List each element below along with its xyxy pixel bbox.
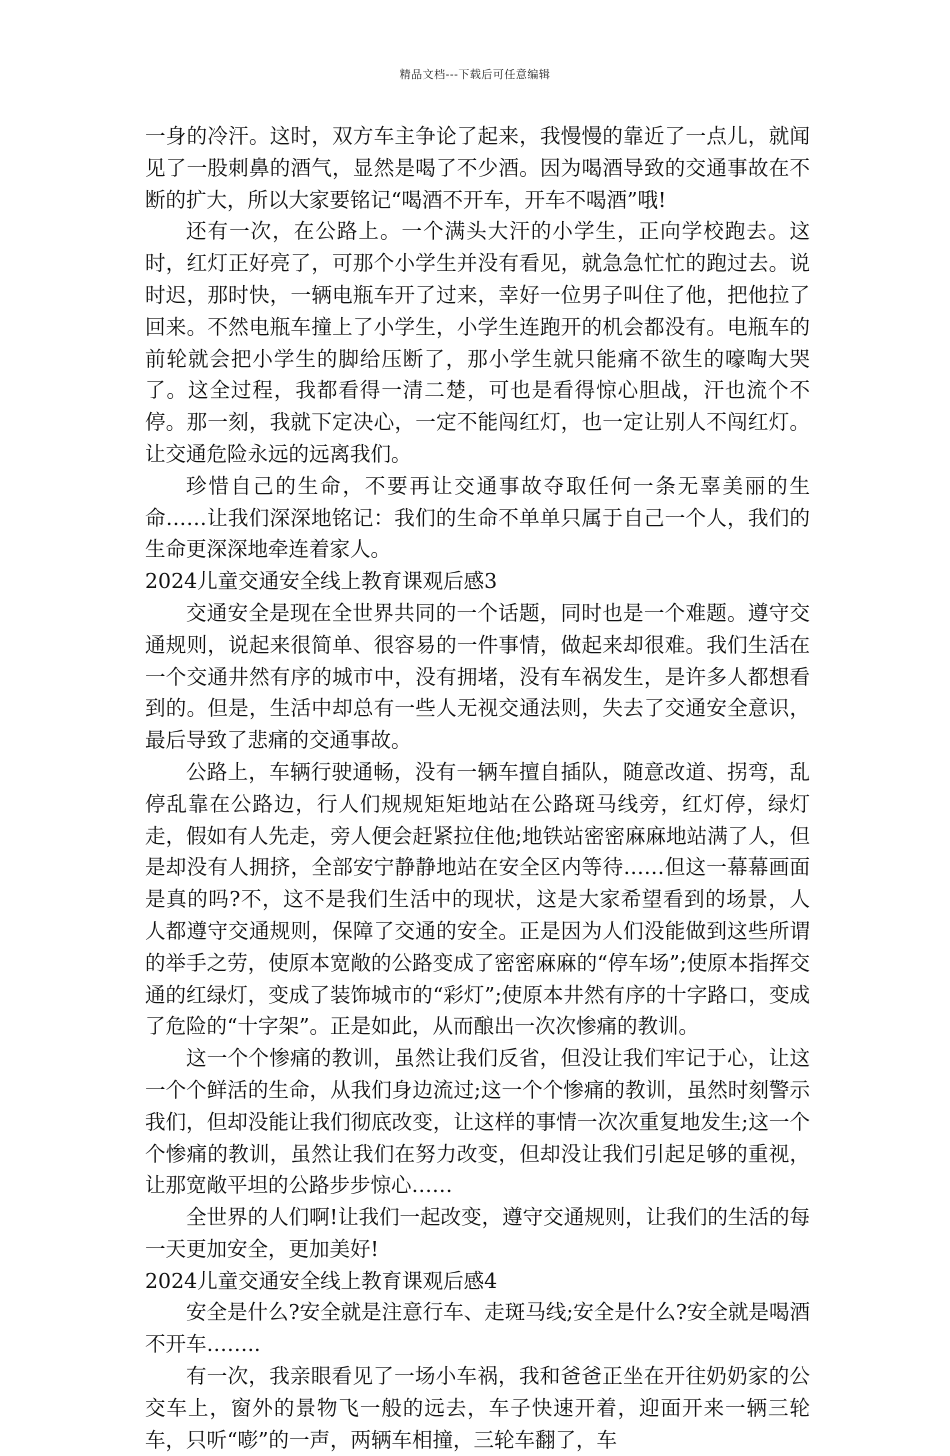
paragraph: 还有一次，在公路上。一个满头大汗的小学生，正向学校跑去。这时，红灯正好亮了，可那个小学生并没有看见，就急急忙忙的跑过去。说时迟，那时快，一辆电瓶车开了过来，幸好一位男子叫住了他，把他拉了回来。不然电瓶车撞上了小学生，小学生连跑开的机会都没有。电瓶车的前轮就会把小学生的脚给压断了，那小学生就只能痛不欲生的嚎啕大哭了。这全过程，我都看得一清二楚，可也是看得惊心胆战，汗也流个不停。那一刻，我就下定决心，一定不能闯红灯，也一定让别人不闯红灯。让交通危险永远的远离我们。 [145,219,810,466]
section-heading: 2024儿童交通安全线上教育课观后感4 [145,1268,498,1293]
paragraph: 有一次，我亲眼看见了一场小车祸，我和爸爸正坐在开往奶奶家的公交车上，窗外的景物飞一般的远去，车子快速开着，迎面开来一辆三轮车，只听“嘭”的一声，两辆车相撞，三轮车翻了，车 [145,1364,810,1452]
paragraph: 交通安全是现在全世界共同的一个话题，同时也是一个难题。遵守交通规则，说起来很简单、很容易的一件事情，做起来却很难。我们生活在一个交通井然有序的城市中，没有拥堵，没有车祸发生，是许多人都想看到的。但是，生活中却总有一些人无视交通法则，失去了交通安全意识，最后导致了悲痛的交通事故。 [145,600,810,753]
paragraph: 一身的冷汗。这时，双方车主争论了起来，我慢慢的靠近了一点儿，就闻见了一股刺鼻的酒气，显然是喝了不少酒。因为喝酒导致的交通事故在不断的扩大，所以大家要铭记“喝酒不开车，开车不喝酒”哦! [145,124,810,212]
paragraph: 安全是什么?安全就是注意行车、走斑马线;安全是什么?安全就是喝酒不开车…….. [145,1300,810,1357]
paragraph: 公路上，车辆行驶通畅，没有一辆车擅自插队，随意改道、拐弯，乱停乱靠在公路边，行人们规规矩矩地站在公路斑马线旁，红灯停，绿灯走，假如有人先走，旁人便会赶紧拉住他;地铁站密密麻麻地站满了人，但是却没有人拥挤，全部安宁静静地站在安全区内等待……但这一幕幕画面是真的吗?不，这不是我们生活中的现状，这是大家希望看到的场景，人人都遵守交通规则，保障了交通的安全。正是因为人们没能做到这些所谓的举手之劳，使原本宽敞的公路变成了密密麻麻的“停车场”;使原本指挥交通的红绿灯，变成了装饰城市的“彩灯”;使原本井然有序的十字路口，变成了危险的“十字架”。正是如此，从而酿出一次次惨痛的教训。 [145,759,810,1039]
page-header: 精品文档---下载后可任意编辑 [399,68,551,81]
paragraph: 全世界的人们啊!让我们一起改变，遵守交通规则，让我们的生活的每一天更加安全，更加美好! [145,1205,810,1261]
section-heading: 2024儿童交通安全线上教育课观后感3 [145,569,498,594]
paragraph: 这一个个惨痛的教训，虽然让我们反省，但没让我们牢记于心，让这一个个鲜活的生命，从我们身边流过;这一个个惨痛的教训，虽然时刻警示我们，但却没能让我们彻底改变，让这样的事情一次次重复地发生;这一个个惨痛的教训，虽然让我们在努力改变，但却没让我们引起足够的重视，让那宽敞平坦的公路步步惊心…… [145,1046,810,1198]
document-body [145,121,810,1456]
paragraph: 珍惜自己的生命，不要再让交通事故夺取任何一条无辜美丽的生命……让我们深深地铭记：我们的生命不单单只属于自己一个人，我们的生命更深深地牵连着家人。 [145,473,810,562]
